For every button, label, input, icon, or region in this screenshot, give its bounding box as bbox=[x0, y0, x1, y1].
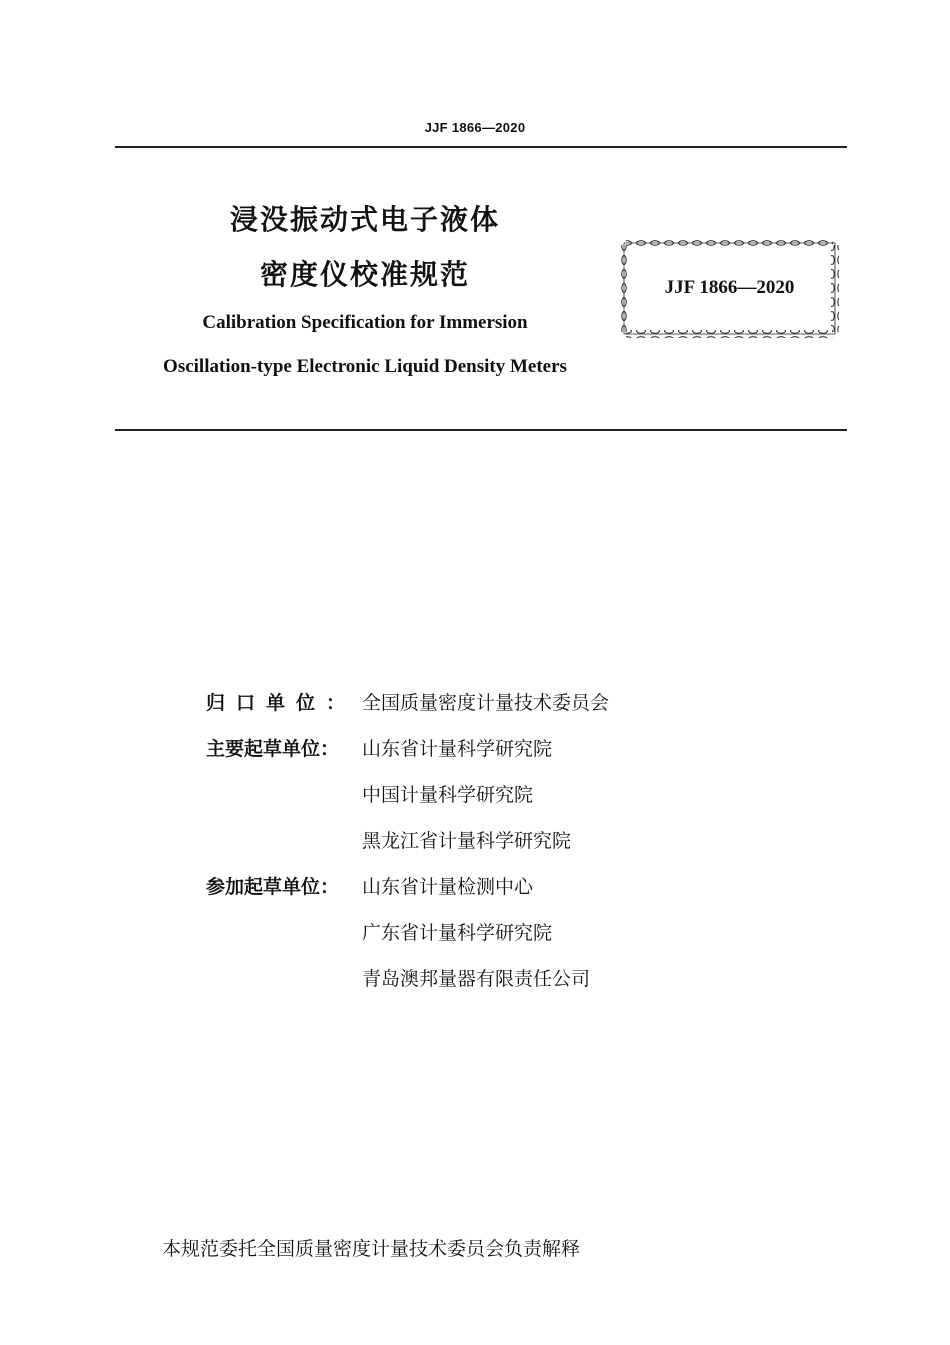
main-drafting-unit: 山东省计量科学研究院 bbox=[362, 738, 553, 760]
code-box-label: JJF 1866—2020 bbox=[664, 277, 795, 298]
header-standard-code: JJF 1866—2020 bbox=[424, 120, 526, 135]
main-drafting-unit: 黑龙江省计量科学研究院 bbox=[362, 830, 572, 852]
main-drafting-label: 主要起草单位： bbox=[206, 738, 340, 760]
middle-divider bbox=[115, 429, 847, 431]
main-drafting-unit: 中国计量科学研究院 bbox=[362, 784, 534, 806]
title-english-line-2: Oscillation-type Electronic Liquid Density Meters bbox=[163, 356, 567, 377]
title-chinese-line-2: 密度仪校准规范 bbox=[259, 258, 470, 291]
participating-drafting-unit: 山东省计量检测中心 bbox=[362, 876, 534, 898]
participating-drafting-unit: 青岛澳邦量器有限责任公司 bbox=[362, 968, 591, 990]
standard-code-box bbox=[620, 239, 839, 338]
title-chinese-line-1: 浸没振动式电子液体 bbox=[229, 203, 500, 236]
title-english-line-1: Calibration Specification for Immersion bbox=[202, 312, 528, 333]
responsible-unit-label: 归口单位： bbox=[206, 692, 357, 714]
participating-drafting-label: 参加起草单位： bbox=[206, 876, 340, 898]
top-divider bbox=[115, 146, 847, 148]
responsible-unit-value: 全国质量密度计量技术委员会 bbox=[362, 692, 610, 714]
interpretation-note: 本规范委托全国质量密度计量技术委员会负责解释 bbox=[162, 1238, 581, 1260]
participating-drafting-unit: 广东省计量科学研究院 bbox=[362, 922, 553, 944]
